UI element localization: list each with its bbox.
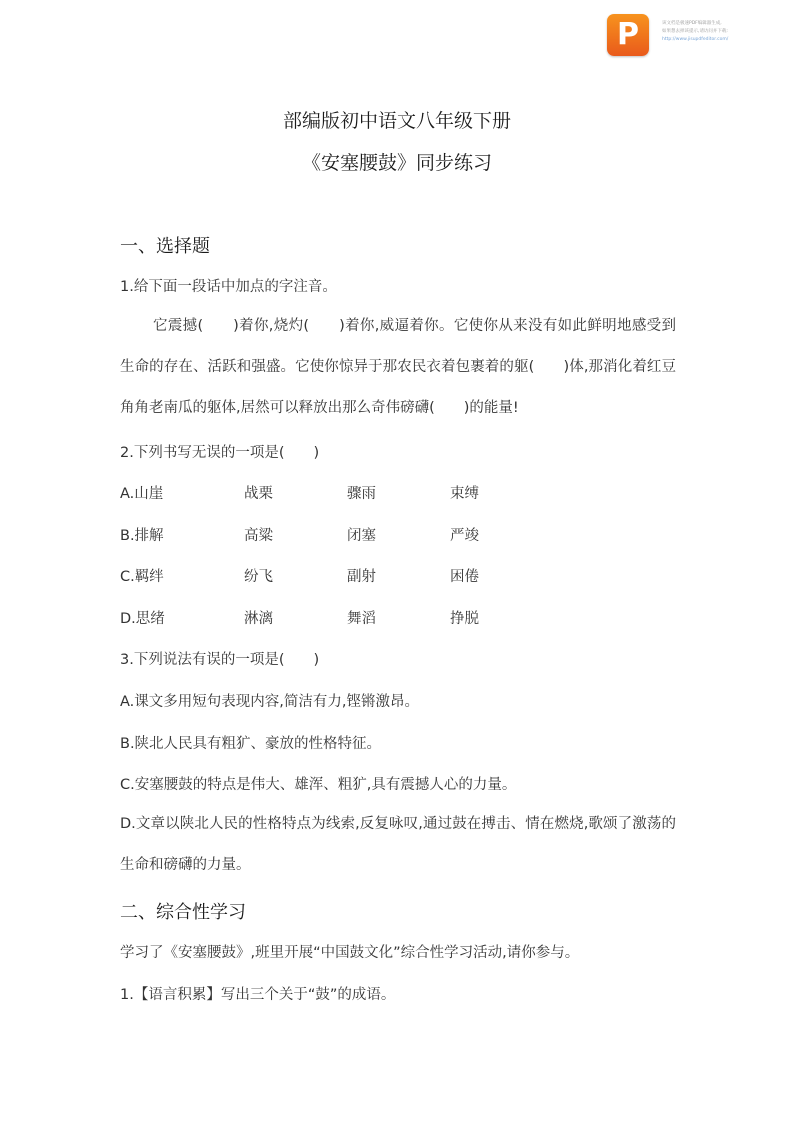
q2-option-c-word-2: 纷飞 — [244, 569, 273, 585]
q2-option-c: C.羁绊 — [120, 569, 164, 585]
q2-option-a-word-3: 骤雨 — [347, 486, 376, 502]
q2-option-d-word-4: 挣脱 — [450, 611, 479, 627]
q3-option-d-block — [120, 804, 676, 886]
q3-option-b: B.陕北人民具有粗犷、豪放的性格特征。 — [120, 736, 382, 752]
q2-option-a-word-4: 束缚 — [450, 486, 479, 502]
note-line-1: 该文档是极速PDF编辑器生成, — [662, 21, 722, 26]
app-logo — [607, 14, 649, 56]
q2-option-c-word-4: 困倦 — [450, 569, 479, 585]
q2-option-a-word-2: 战栗 — [244, 486, 273, 502]
section-2-intro: 学习了《安塞腰鼓》,班里开展“中国鼓文化”综合性学习活动,请你参与。 — [120, 945, 580, 961]
q2-option-b-word-4: 严竣 — [450, 528, 479, 544]
document-title: 部编版初中语文八年级下册 — [282, 110, 511, 132]
q2-option-b: B.排解 — [120, 528, 164, 544]
q2-option-d-word-3: 舞滔 — [347, 611, 376, 627]
q1-passage-text: 它震撼( )着你,烧灼( )着你,威逼着你。它使你从来没有如此鲜明地感受到生命的存在、活跃和强盛。它使你惊异于那农民衣着包裹着的躯( )体,那消化着红豆角角老南瓜的躯体,居然可以释放出那么奇伟磅礴( )的能量! — [120, 318, 676, 416]
note-url: http://www.jisupdfeditor.com/ — [662, 37, 729, 42]
section-2-heading: 二、综合性学习 — [120, 902, 246, 923]
q1-stem: 1.给下面一段话中加点的字注音。 — [120, 279, 337, 295]
q3-option-d: D.文章以陕北人民的性格特点为线索,反复咏叹,通过鼓在搏击、情在燃烧,歌颂了激荡的生命和磅礴的力量。 — [120, 816, 676, 873]
q2-option-a: A.山崖 — [120, 486, 164, 502]
q1-passage — [120, 306, 676, 429]
q3-stem: 3.下列说法有误的一项是( ) — [120, 652, 320, 668]
q2-option-b-word-3: 闭塞 — [347, 528, 376, 544]
q3-option-c: C.安塞腰鼓的特点是伟大、雄浑、粗犷,具有震撼人心的力量。 — [120, 777, 517, 793]
document-subtitle: 《安塞腰鼓》同步练习 — [301, 152, 492, 174]
note-line-2: 如果想去掉该提示,请访问并下载: — [662, 29, 728, 34]
q3-option-a: A.课文多用短句表现内容,简洁有力,铿锵激昂。 — [120, 694, 419, 710]
q2-option-d: D.思绪 — [120, 611, 165, 627]
q2-stem: 2.下列书写无误的一项是( ) — [120, 445, 320, 461]
editor-watermark-note — [662, 20, 782, 44]
logo-letter: P — [617, 17, 639, 52]
q2-option-b-word-2: 高粱 — [244, 528, 273, 544]
section-1-heading: 一、选择题 — [120, 236, 210, 257]
q2-option-c-word-3: 副射 — [347, 569, 376, 585]
section-2-item-1: 1.【语言积累】写出三个关于“鼓”的成语。 — [120, 987, 396, 1003]
q2-option-d-word-2: 淋漓 — [244, 611, 273, 627]
